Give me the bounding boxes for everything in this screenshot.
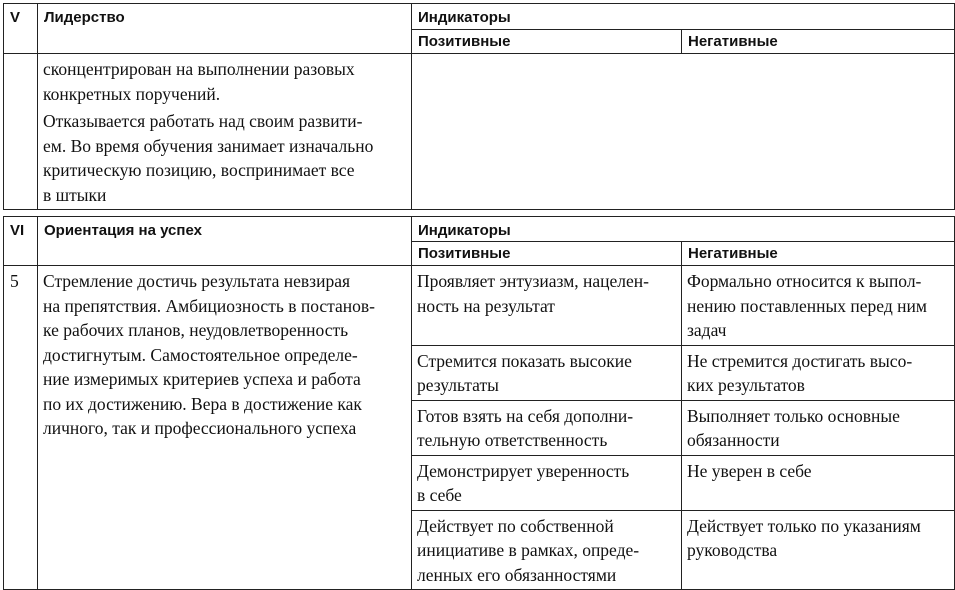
text-line: Проявляет энтузиазм, нацелен- (417, 271, 649, 291)
text-line: тельную ответственность (417, 430, 608, 450)
negative-indicator (682, 266, 955, 346)
section-title: Лидерство (38, 4, 412, 54)
positive-indicator (412, 400, 682, 455)
description-paragraph (43, 109, 406, 207)
positive-header: Позитивные (412, 30, 682, 54)
table-success-orientation (3, 216, 955, 590)
competency-description (38, 266, 412, 590)
section-number: VI (4, 217, 38, 266)
text-line: ность на результат (417, 295, 555, 316)
text-line: обязанности (687, 430, 780, 450)
negative-indicator (682, 455, 955, 510)
text-line: Стремится показать высокие (417, 350, 632, 371)
text-line: ке рабочих планов, неудовлетворенность (43, 320, 349, 340)
positive-indicator (412, 455, 682, 510)
text-line: личного, так и профессионального успеха (43, 418, 357, 438)
positive-indicator (412, 510, 682, 590)
text-line: задач (687, 320, 727, 340)
text-line: Готов взять на себя дополни- (417, 405, 634, 426)
text-line: конкретных поручений. (43, 83, 221, 104)
positive-indicator (412, 266, 682, 346)
text-line: критическую позицию, воспринимает все (43, 160, 355, 180)
table-leadership (3, 3, 955, 210)
text-line: Стремление достичь результата невзирая (43, 271, 351, 291)
text-line: по их достижению. Вера в достижение как (43, 393, 362, 414)
indicators-cell (412, 54, 955, 210)
text-line: ленных его обязанностями (417, 564, 617, 585)
text-line: Действует только по указаниям (687, 515, 921, 536)
text-line: Демонстрирует уверенность (417, 460, 630, 481)
text-line: Действует по собственной (417, 515, 614, 536)
text-line: Формально относится к выпол- (687, 271, 922, 291)
competency-description (38, 54, 412, 210)
indicators-header: Индикаторы (412, 217, 955, 242)
text-line: ние измеримых критериев успеха и работа (43, 369, 361, 389)
text-line: сконцентрирован на выполнении разовых (43, 59, 355, 79)
text-line: руководства (687, 540, 778, 560)
text-line: достигнутым. Самостоятельное определе- (43, 344, 358, 365)
text-line: в себе (417, 485, 462, 505)
text-line: нению поставленных перед ним (687, 295, 927, 316)
text-line: на препятствия. Амбициозность в постанов- (43, 295, 375, 316)
row-number-cell (4, 54, 38, 210)
negative-indicator (682, 400, 955, 455)
negative-header: Негативные (682, 30, 955, 54)
text-line: результаты (417, 375, 499, 395)
positive-header: Позитивные (412, 242, 682, 266)
text-line: ких результатов (687, 375, 805, 395)
negative-indicator (682, 345, 955, 400)
negative-header: Негативные (682, 242, 955, 266)
section-number: V (4, 4, 38, 54)
row-number: 5 (4, 266, 38, 590)
indicators-header: Индикаторы (412, 4, 955, 30)
text-line: Выполняет только основные (687, 405, 900, 426)
text-line: Отказывается работать над своим развити- (43, 111, 363, 131)
text-line: инициативе в рамках, опреде- (417, 540, 640, 560)
description-paragraph (43, 57, 406, 106)
negative-indicator (682, 510, 955, 590)
text-line: в штыки (43, 184, 107, 205)
text-line: ем. Во время обучения занимает изначально (43, 135, 374, 156)
text-line: Не уверен в себе (687, 460, 812, 481)
positive-indicator (412, 345, 682, 400)
section-title: Ориентация на успех (38, 217, 412, 266)
text-line: Не стремится достигать высо- (687, 350, 913, 371)
